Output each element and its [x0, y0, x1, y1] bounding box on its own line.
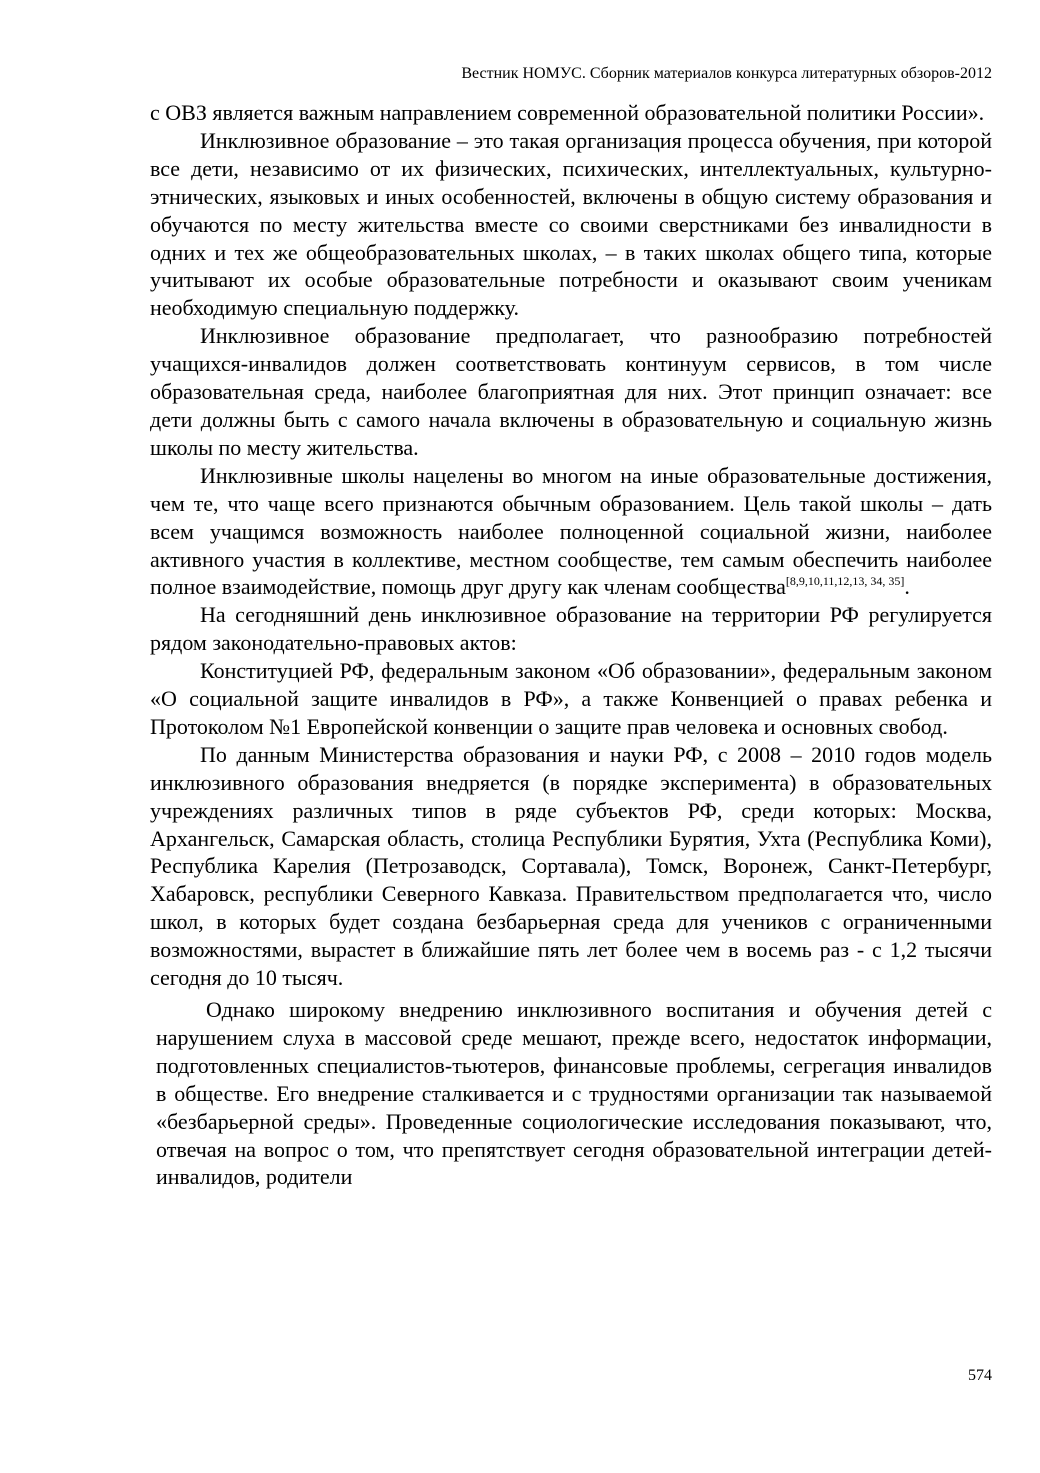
- paragraph-continuum-of-services: Инклюзивное образование предполагает, что разнообразию потребностей учащихся-инвалидов должен соответствовать континуум сервисов, в том числе образовательная среда, наиболее благоприятная для них. Этот принцип означает: все дети должны быть с самого начала включены в образовательную и социальную жизнь школы по месту жительства.: [150, 323, 992, 460]
- paragraph-end-punctuation: .: [904, 574, 910, 600]
- paragraph-legal-regulation: На сегодняшний день инклюзивное образование на территории РФ регулируется рядом законодательно-правовых актов:: [150, 602, 992, 656]
- paragraph-inclusive-definition: Инклюзивное образование – это такая организация процесса обучения, при которой все дети, независимо от их физических, психических, интеллектуальных, культурно-этнических, языковых и иных особенностей, включены в общую систему образования и обучаются по месту жительства вместе со своими сверстниками без инвалидности в одних и тех же общеобразовательных школах, – в таких школах общего типа, которые учитывают их особые образовательные потребности и оказывают своим ученикам необходимую специальную поддержку.: [150, 127, 992, 321]
- paragraph-legal-acts: Конституцией РФ, федеральным законом «Об образовании», федеральным законом «О социальной защите инвалидов в РФ», а также Конвенцией о правах ребенка и Протоколом №1 Европейской конвенции о защите прав человека и основных свобод.: [150, 658, 992, 739]
- paragraph-text: Инклюзивные школы нацелены во многом на иные образовательные достижения, чем те, что чаще всего признаются обычным образованием. Цель такой школы – дать всем учащимся возможность наиболее полноценной социальной жизни, наиболее активного участия в коллективе, местном сообществе, тем самым обеспечить наиболее полное взаимодействие, помощь друг другу как членам сообщества: [150, 462, 992, 600]
- paragraph-barriers: Однако широкому внедрению инклюзивного воспитания и обучения детей с нарушением слуха в массовой среде мешают, прежде всего, недостаток информации, подготовленных специалистов-тьютеров, финансовые проблемы, сегрегация инвалидов в обществе. Его внедрение сталкивается и с трудностями организации так называемой «безбарьерной среды». Проведенные социологические исследования показывают, что, отвечая на вопрос о том, что препятствует сегодня образовательной интеграции детей-инвалидов, родители: [156, 997, 992, 1190]
- running-header: Вестник НОМУС. Сборник материалов конкурса литературных обзоров-2012: [461, 65, 992, 82]
- paragraph-continuation: с ОВЗ является важным направлением современной образовательной политики России».: [150, 100, 985, 125]
- page-number: 574: [968, 1367, 992, 1384]
- document-body: [150, 99, 992, 1191]
- paragraph-ministry-data: По данным Министерства образования и науки РФ, с 2008 – 2010 годов модель инклюзивного образования внедряется (в порядке эксперимента) в образовательных учреждениях различных типов в ряде субъектов РФ, среди которых: Москва, Архангельск, Самарская область, столица Республики Бурятия, Ухта (Республика Коми), Республика Карелия (Петрозаводск, Сортавала), Томск, Воронеж, Санкт-Петербург, Хабаровск, республики Северного Кавказа. Правительством предполагается что, число школ, в которых будет создана безбарьерная среда для учеников с ограниченными возможностями, вырастет в ближайшие пять лет более чем в восемь раз - с 1,2 тысячи сегодня до 10 тысяч.: [150, 741, 992, 991]
- paragraph-inclusive-schools-goals: [150, 462, 992, 602]
- citation-reference: [8,9,10,11,12,13, 34, 35]: [785, 574, 905, 589]
